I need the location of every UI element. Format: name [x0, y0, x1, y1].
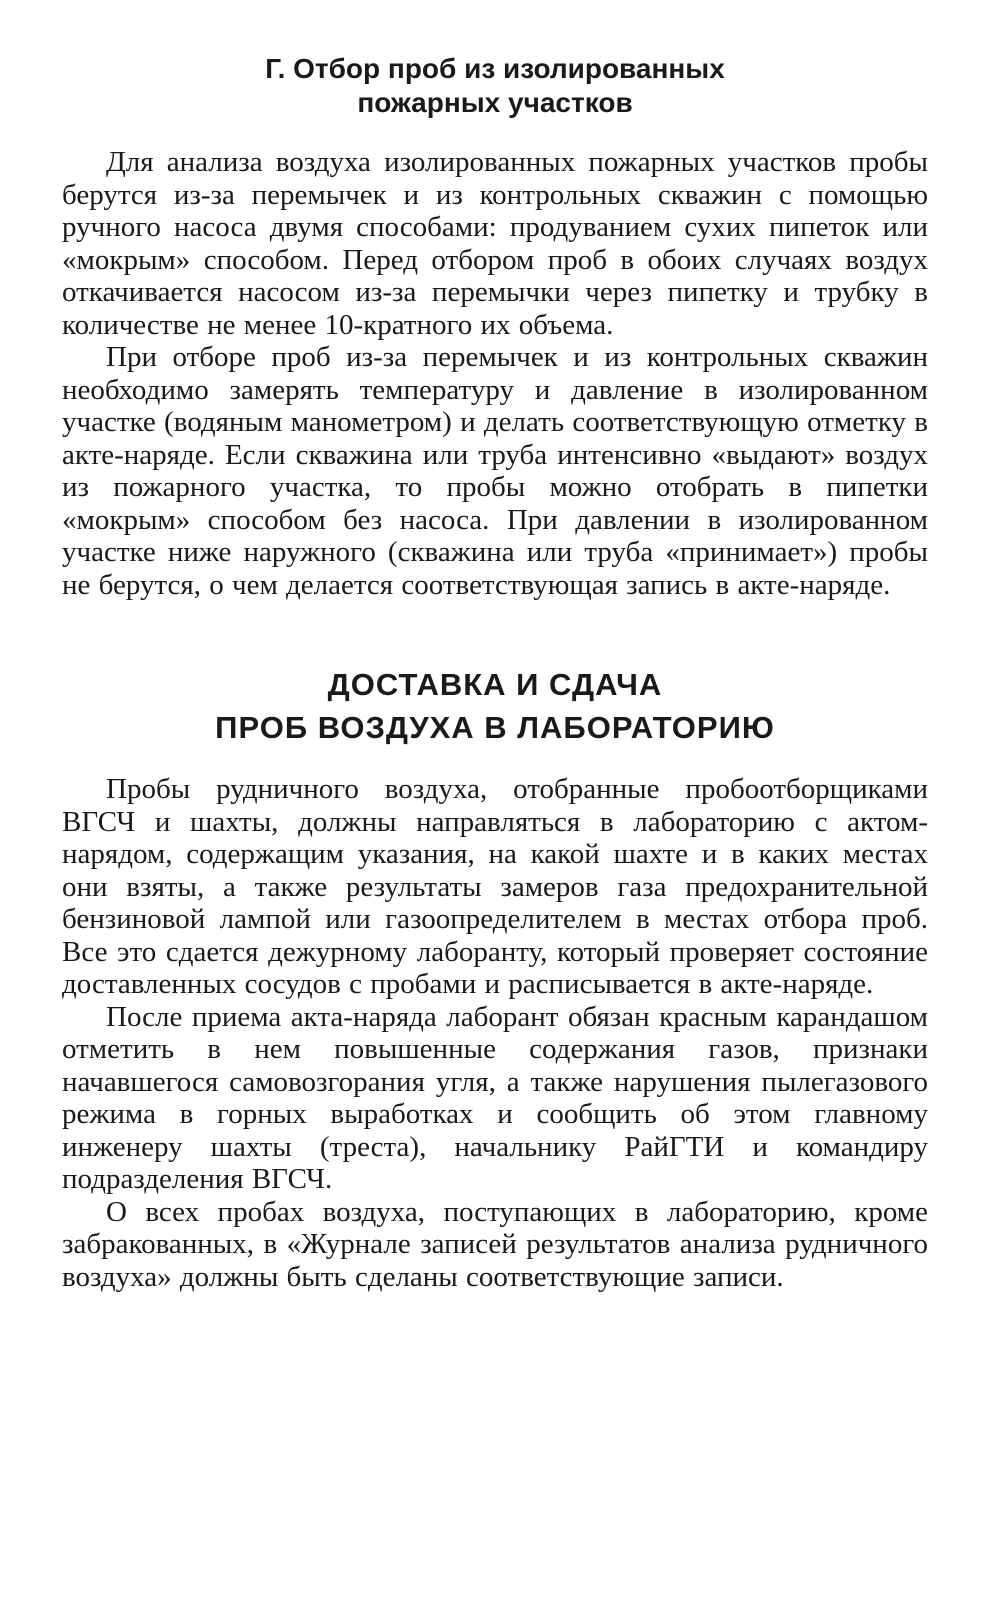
section-g-paragraph-2: При отборе проб из-за перемычек и из контрольных скважин необходимо замерять температуру и давление в изолированном участке (водяным манометром) и делать соответствующую отметку в акте-наряде. Если скважина или труба интенсивно «выдают» воздух из пожарного участка, то пробы можно отобрать в пипетки «мокрым» способом без насоса. При давлении в изолированном участке ниже наружного (скважина или труба «принимает») пробы не берутся, о чем делается соответствующая запись в акте-наряде. [62, 341, 928, 601]
delivery-paragraph-1: Пробы рудничного воздуха, отобранные пробоотборщиками ВГСЧ и шахты, должны направляться в лабораторию с актом-нарядом, содержащим указания, на какой шахте и в каких местах они взяты, а также результаты замеров газа предохранительной бензиновой лампой или газоопределителем в местах отбора проб. Все это сдается дежурному лаборанту, который проверяет состояние доставленных сосудов с пробами и расписывается в акте-наряде. [62, 773, 928, 1000]
section-g-paragraph-1: Для анализа воздуха изолированных пожарных участков пробы берутся из-за перемычек и из контрольных скважин с помощью ручного насоса двумя способами: продуванием сухих пипеток или «мокрым» способом. Перед отбором проб в обоих случаях воздух откачивается насосом из-за перемычки через пипетку и трубку в количестве не менее 10-кратного их объема. [62, 146, 928, 341]
section-g-heading-line1: Г. Отбор проб из изолированных [265, 53, 725, 84]
delivery-paragraph-3: О всех пробах воздуха, поступающих в лабораторию, кроме забракованных, в «Журнале записей результатов анализа рудничного воздуха» должны быть сделаны соответствующие записи. [62, 1195, 928, 1293]
section-g-heading-line2: пожарных участков [357, 87, 633, 118]
delivery-heading-line1: ДОСТАВКА И СДАЧА [327, 667, 663, 702]
delivery-heading-line2: ПРОБ ВОЗДУХА В ЛАБОРАТОРИЮ [215, 710, 775, 745]
document-page [62, 52, 928, 1293]
delivery-section-heading [62, 663, 928, 749]
delivery-paragraph-2: После приема акта-наряда лаборант обязан красным карандашом отметить в нем повышенные содержания газов, признаки начавшегося самовозгорания угля, а также нарушения пылегазового режима в горных выработках и сообщить об этом главному инженеру шахты (треста), начальнику РайГТИ и командиру подразделения ВГСЧ. [62, 1000, 928, 1195]
section-g-heading [62, 52, 928, 120]
